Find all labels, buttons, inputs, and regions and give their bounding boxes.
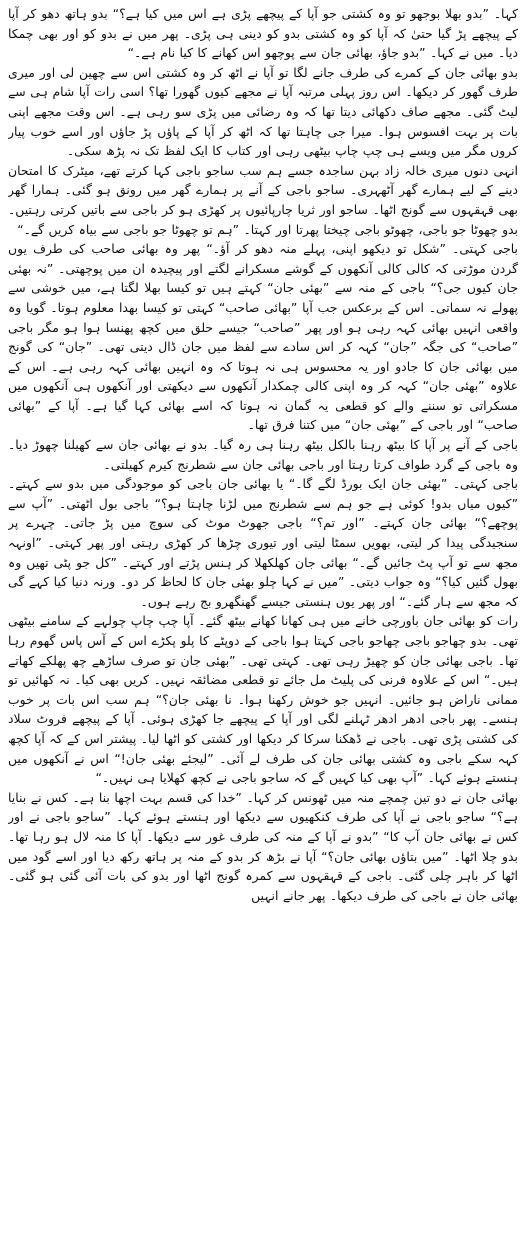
paragraph: کہا۔ ”بدو بھلا بوجھو تو وہ کشتی جو آپا کے پیچھے پڑی ہے اس میں کیا ہے؟“ بدو ہاتھ دھو کر آپا کے پیچھے پڑ گیا حتیٰ کہ آپا کو وہ کشتی بدو کو دینی ہی پڑی۔ پھر میں نے بدو کو اور بھی چمکا دیا۔ میں نے کہا۔ ”بدو جاؤ، بھائی جان سے پوچھو اس کھانے کا کیا نام ہے۔“ [8,6,518,61]
paragraph: بھائی جان نے دو تین چمچے منہ میں ٹھونس کر کہا۔ ”خدا کی قسم بہت اچھا بنا ہے۔ کس نے بنایا ہے؟“ ساجو باجی نے آپا کی طرف کنکھیوں سے دیکھا اور ہنستے ہوئے کہا۔ ”ساجو باجی نے اور کس نے بھائی جان آپ کا“ ”بدو نے آپا کے منہ کی طرف غور سے دیکھا۔ آپا کا منہ لال ہو رہا تھا۔ بدو چلا اٹھا۔ ”میں بتاؤں بھائی جان؟“ آپا نے بڑھ کر بدو کے منہ پر ہاتھ رکھ دیا اور اسے گود میں اٹھا کر باہر چلی گئی۔ باجی کے قہقہوں سے کمرہ گونج اٹھا اور بدو کی بات آئی گئی ہو گئی۔ بھائی جان نے باجی کی طرف دیکھا۔ پھر جانے انہیں [8,789,518,903]
paragraph: انہی دنوں میری خالہ زاد بہن ساجدہ جسے ہم سب ساجو باجی کہا کرتے تھے، میٹرک کا امتحان دینے کے لیے ہمارے گھر آٹھہری۔ ساجو باجی کے آنے پر ہمارے گھر میں رونق ہو گئی۔ ہمارا گھر بھی قہقہوں سے گونج اٹھا۔ ساجو اور ثریا چارپائیوں پر کھڑی ہو کر باجی سے باتیں کرتی رہتیں۔ بدو چھوٹا جو باجی، چھوٹو باجی چیختا پھرتا اور کہتا۔ ”ہم تو چھوٹا جو باجی سے بیاہ کریں گے۔“ [8,162,518,237]
paragraph: باجی کہتی۔ ”بھئی جان ایک بورڈ لگے گا۔“ یا بھائی جان باجی کو موجودگی میں بدو سے کہتے۔ ”کیوں میاں بدو! کوئی ہے جو ہم سے شطرنج میں لڑنا چاہتا ہو؟“ باجی بول اٹھتی۔ ”آپ سے پوچھے؟“ بھائی جان کہتے۔ ”اور تم؟“ باجی جھوٹ موٹ کی سوچ میں پڑ جاتی۔ چہرے پر سنجیدگی پیدا کر لیتی، بھویں سمٹا لیتی اور تیوری چڑھا کر کھڑی رہتی اور پھر کہتی۔ ”اونہہ مجھ سے تو آپ پٹ جائیں گے۔“ بھائی جان کھلکھلا کر ہنس پڑتے اور کہتے۔ ”کل جو پٹی تھیں وہ بھول گئیں کیا؟“ وہ جواب دیتی۔ ”میں نے کہا چلو بھئی جان کا لحاظ کر دو۔ ورنہ دنیا کیا کہے گی کہ مجھ سے ہار گئے۔“ اور پھر یوں ہنستی جیسے گھنگھرو بج رہے ہوں۔ [8,476,518,609]
paragraph: باجی کہتی۔ ”شکل تو دیکھو اپنی، پہلے منہ دھو کر آؤ۔“ پھر وہ بھائی صاحب کی طرف یوں گردن موڑتی کہ کالی کالی آنکھوں کے گوشے مسکرانے لگتے اور پیچیدہ ان میں پوچھتی۔ ”نہ بھئی جان کیوں جی؟“ باجی کے منہ سے ”بھئی جان“ کہتے ہیں تو کیسا بھلا لگتا ہے، میں خوشی سے پھولے نہ سماتی۔ اس کے برعکس جب آپا ”بھائی صاحب“ کہتی تو کیسا بھدا معلوم ہوتا۔ گویا وہ واقعی انہیں بھائی کہہ رہی ہو اور پھر ”صاحب“ جیسے حلق میں کچھ پھنسا ہوا ہو مگر باجی ”صاحب“ کی جگہ ”جان“ کہہ کر اس سادے سے لفظ میں جان ڈال دیتی تھی۔ ”جان“ کی گونج میں بھائی جان کا جادو اور یہ محسوس ہی نہ ہوتا کہ وہ انہیں بھائی کہہ رہی ہے۔ اس کے علاوہ ”بھئی جان“ کہہ کر وہ اپنی کالی چمکدار آنکھوں سے دیکھتی اور آنکھوں ہی آنکھوں میں مسکراتی تو سننے والے کو قطعی یہ گمان نہ ہوتا کہ اسے بھائی کہا گیا ہے۔ آپا کے ”بھائی صاحب“ اور باجی کے ”بھئی جان“ میں کتنا فرق تھا۔ [8,241,518,433]
article-body [8,4,518,1252]
paragraph: رات کو بھائی جان باورچی خانے میں ہی کھانا کھانے بیٹھ گئے۔ آپا چپ چاپ چولہے کے سامنے بیٹھی تھی۔ بدو چھاجو باجی چھاجو باجی کہتا ہوا باجی کے دوپٹے کا پلو پکڑے اس کے آس پاس گھوم رہا تھا۔ باجی بھائی جان کو چھیڑ رہی تھی۔ کہتی تھی۔ ”بھئی جان تو صرف ساڑھے چھ پھلکے کھاتے ہیں۔“ اس کے علاوہ فرنی کی پلیٹ مل جائے تو قطعی مضائقہ نہیں۔ کریں بھی کیا۔ نہ کھائیں تو ممانی ناراض ہو جائیں۔ انہیں جو خوش رکھنا ہوا۔ نا بھئی جان؟“ ہم سب اس بات پر خوب ہنسے۔ پھر باجی ادھر ادھر ٹہلنے لگی اور آپا کے پیچھے جا کھڑی ہوئی۔ آپا کے پیچھے فروٹ سلاد کی کشتی پڑی تھی۔ باجی نے ڈھکنا سرکا کر دیکھا اور کشتی کو اٹھا لیا۔ پیشتر اس کے کہ آپا کچھ کہہ سکے باجی وہ کشتی بھائی جان کی طرف لے آئی۔ ”لیجئے بھئی جان!“ اس نے آنکھوں میں ہنستے ہوئے کہا۔ ”آپ بھی کیا کہیں گے کہ ساجو باجی نے کچھ کھلایا ہی نہیں۔“ [8,613,518,786]
paragraph: بدو بھائی جان کے کمرے کی طرف جانے لگا تو آپا نے اٹھ کر وہ کشتی اس سے چھین لی اور میری طرف گھور کر دیکھا۔ اس روز پہلی مرتبہ آپا نے مجھے کیوں گھورا تھا؟ اسی رات آپا شام ہی سے لیٹ گئی۔ مجھے صاف دکھائی دیتا تھا کہ وہ رضائی میں پڑی سو رہی ہے۔ اس وقت مجھے اپنی بات پر بہت افسوس ہوا۔ میرا جی چاہتا تھا کہ اٹھ کر آپا کے پاؤں پڑ جاؤں اور اسے خوب پیار کروں مگر میں ویسے ہی چپ چاپ بیٹھی رہی اور کتاب کا ایک لفظ تک نہ پڑھ سکی۔ [8,64,518,159]
paragraph: باجی کے آنے پر آپا کا بیٹھ رہنا بالکل بیٹھ رہنا ہی رہ گیا۔ بدو نے بھائی جان سے کھیلنا چھوڑ دیا۔ وہ باجی کے گرد طواف کرتا رہتا اور باجی بھائی جان سے شطرنج کیرم کھیلتی۔ [8,437,518,472]
